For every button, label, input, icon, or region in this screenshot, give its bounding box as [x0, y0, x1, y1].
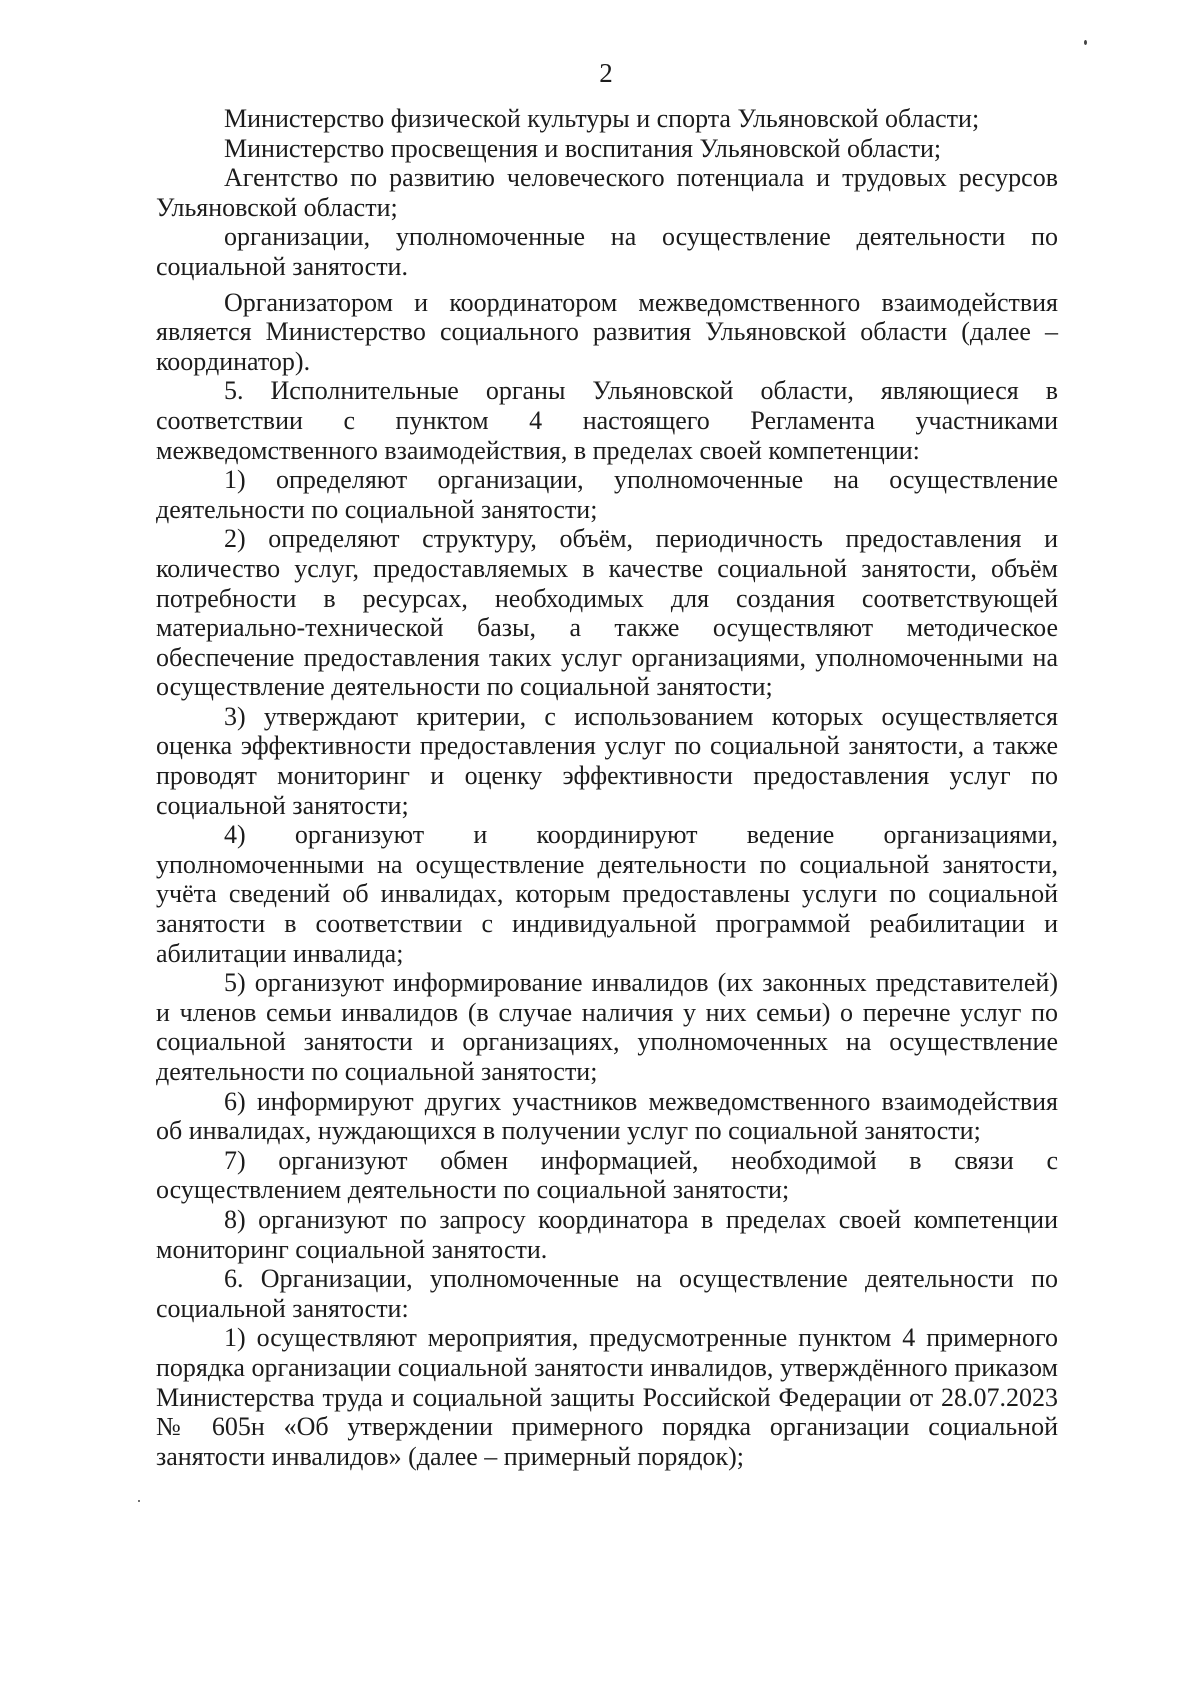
paragraph-13: 7) организуют обмен информацией, необходимой в связи с осуществлением деятельности по социальной занятости; — [156, 1145, 1058, 1205]
paragraph-12: 6) информируют других участников межведомственного взаимодействия об инвалидах, нуждающихся в получении услуг по социальной занятости; — [156, 1086, 1058, 1146]
paragraph-10: 4) организуют и координируют ведение организациями, уполномоченными на осуществление деятельности по социальной занятости, учёта сведений об инвалидах, которым предоставлены услуги по социальной занятости в соответствии с индивидуальной программой реабилитации и абилитации инвалида; — [156, 820, 1058, 968]
paragraph-2: Министерство просвещения и воспитания Ульяновской области; — [224, 133, 942, 163]
paragraph-6: 5. Исполнительные органы Ульяновской области, являющиеся в соответствии с пунктом 4 настоящего Регламента участниками межведомственного взаимодействия, в пределах своей компетенции: — [156, 376, 1058, 465]
page-number: 2 — [599, 58, 613, 88]
paragraph-7: 1) определяют организации, уполномоченные на осуществление деятельности по социальной занятости; — [156, 465, 1058, 524]
paragraph-8: 2) определяют структуру, объём, периодичность предоставления и количество услуг, предоставляемых в качестве социальной занятости, объём потребности в ресурсах, необходимых для создания соответствующей материально-технической базы, а также осуществляют методическое обеспечение предоставления таких услуг организациями, уполномоченными на осуществление деятельности по социальной занятости; — [156, 524, 1058, 702]
paragraph-3: Агентство по развитию человеческого потенциала и трудовых ресурсов Ульяновской области; — [156, 163, 1058, 222]
paragraph-11: 5) организуют информирование инвалидов (их законных представителей) и членов семьи инвалидов (в случае наличия у них семьи) о перечне услуг по социальной занятости и организациях, уполномоченных на осуществление деятельности по социальной занятости; — [156, 968, 1058, 1086]
paragraph-9: 3) утверждают критерии, с использованием которых осуществляется оценка эффективности предоставления услуг по социальной занятости, а также проводят мониторинг и оценку эффективности предоставления услуг по социальной занятости; — [156, 701, 1058, 820]
paragraph-4: организации, уполномоченные на осуществление деятельности по социальной занятости. — [156, 222, 1058, 281]
scan-speck — [138, 1500, 140, 1502]
paragraph-15: 6. Организации, уполномоченные на осуществление деятельности по социальной занятости: — [156, 1264, 1058, 1323]
paragraph-14: 8) организуют по запросу координатора в пределах своей компетенции мониторинг социальной занятости. — [156, 1204, 1058, 1264]
scan-speck — [1084, 40, 1087, 45]
paragraph-16: 1) осуществляют мероприятия, предусмотренные пунктом 4 примерного порядка организации социальной занятости инвалидов, утверждённого приказом Министерства труда и социальной защиты Российской Федерации от 28.07.2023 № 605н «Об утверждении примерного порядка организации социальной занятости инвалидов» (далее – примерный порядок); — [156, 1323, 1058, 1471]
paragraph-5: Организатором и координатором межведомственного взаимодействия является Министерство социального развития Ульяновской области (далее – координатор). — [156, 287, 1058, 376]
document-body — [156, 104, 1058, 1471]
paragraph-1: Министерство физической культуры и спорта Ульяновской области; — [224, 104, 980, 133]
